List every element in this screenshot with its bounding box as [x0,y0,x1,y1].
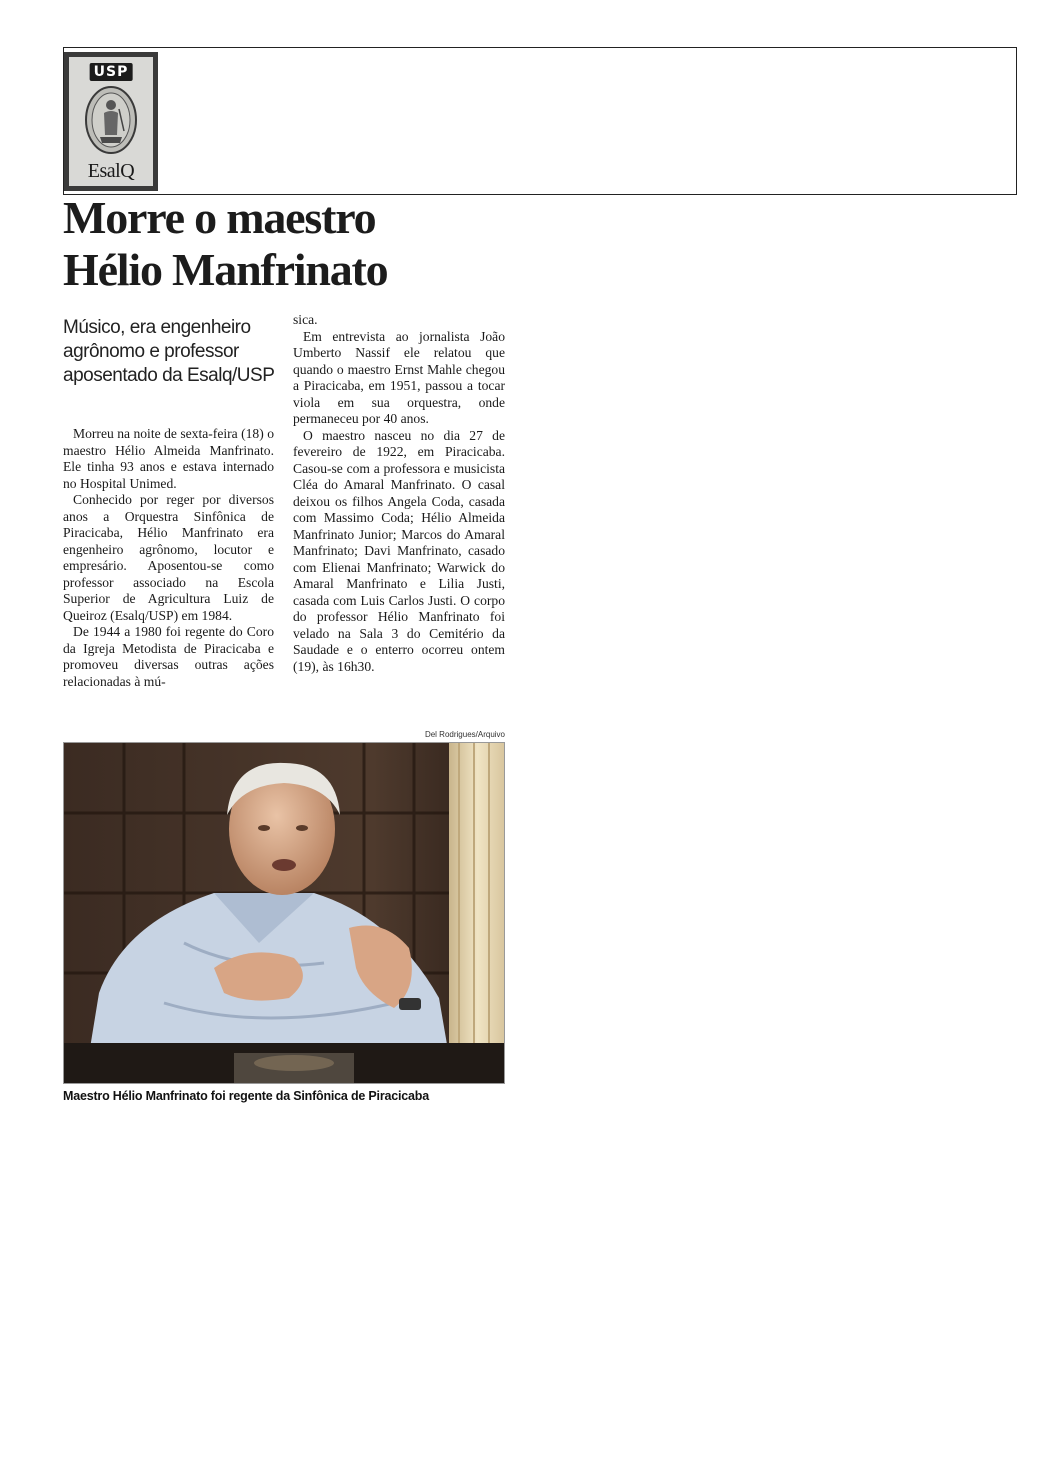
photo-maestro-image [64,743,505,1084]
article-column-left [63,426,274,690]
logo-esalq-text: EsalQ [87,160,135,182]
paragraph: Em entrevista ao jornalista João Umberto Nassif ele relatou que quando o maestro Ernst Mahle chegou a Piracicaba, em 1951, passou a tocar viola em sua orquestra, onde permaneceu por 40 anos. [293,328,505,426]
paragraph: Morreu na noite de sexta-feira (18) o maestro Hélio Almeida Manfrinato. Ele tinha 93 anos e estava internado no Hospital Unimed. [63,426,274,491]
paragraph-continuation: sica. [293,312,318,327]
article-column-right [293,312,505,675]
header-frame [63,47,1017,195]
headline-line-2: Hélio Manfrinato [63,244,388,295]
article-photo [63,742,505,1084]
logo-panel [69,57,153,186]
photo-caption: Maestro Hélio Manfrinato foi regente da Sinfônica de Piracicaba [63,1089,429,1103]
paragraph: De 1944 a 1980 foi regente do Coro da Igreja Metodista de Piracicaba e promoveu diversas outras ações relacionadas à mú- [63,624,274,689]
seal-icon [84,85,138,155]
article-subhead: Músico, era engenheiro agrônomo e professor aposentado da Esalq/USP [63,317,275,386]
headline-line-1: Morre o maestro [63,192,376,243]
esalq-usp-logo [64,52,158,191]
paragraph: Conhecido por reger por diversos anos a Orquestra Sinfônica de Piracicaba, Hélio Manfrinato era engenheiro agrônomo, locutor e empresário. Aposentou-se como professor associado na Escola Superior de Agricultura Luiz de Queiroz (Esalq/USP) em 1984. [63,492,274,623]
logo-usp-text: USP [90,63,133,81]
paragraph: O maestro nasceu no dia 27 de fevereiro de 1922, em Piracicaba. Casou-se com a professora e musicista Cléa do Amaral Manfrinato. O casal deixou os filhos Angela Coda, casada com Massimo Coda; Hélio Almeida Manfrinato Junior; Marcos do Amaral Manfrinato; Davi Manfrinato, casado com Elienai Manfrinato; Warwick do Amaral Manfrinato e Lilia Justi, casada com Luis Carlos Justi. O corpo do professor Hélio Manfrinato foi velado na Sala 3 do Cemitério da Saudade e o enterro ocorreu ontem (19), às 16h30. [293,427,505,674]
photo-credit: Del Rodrigues/Arquivo [424,730,505,739]
article-headline [63,192,523,296]
